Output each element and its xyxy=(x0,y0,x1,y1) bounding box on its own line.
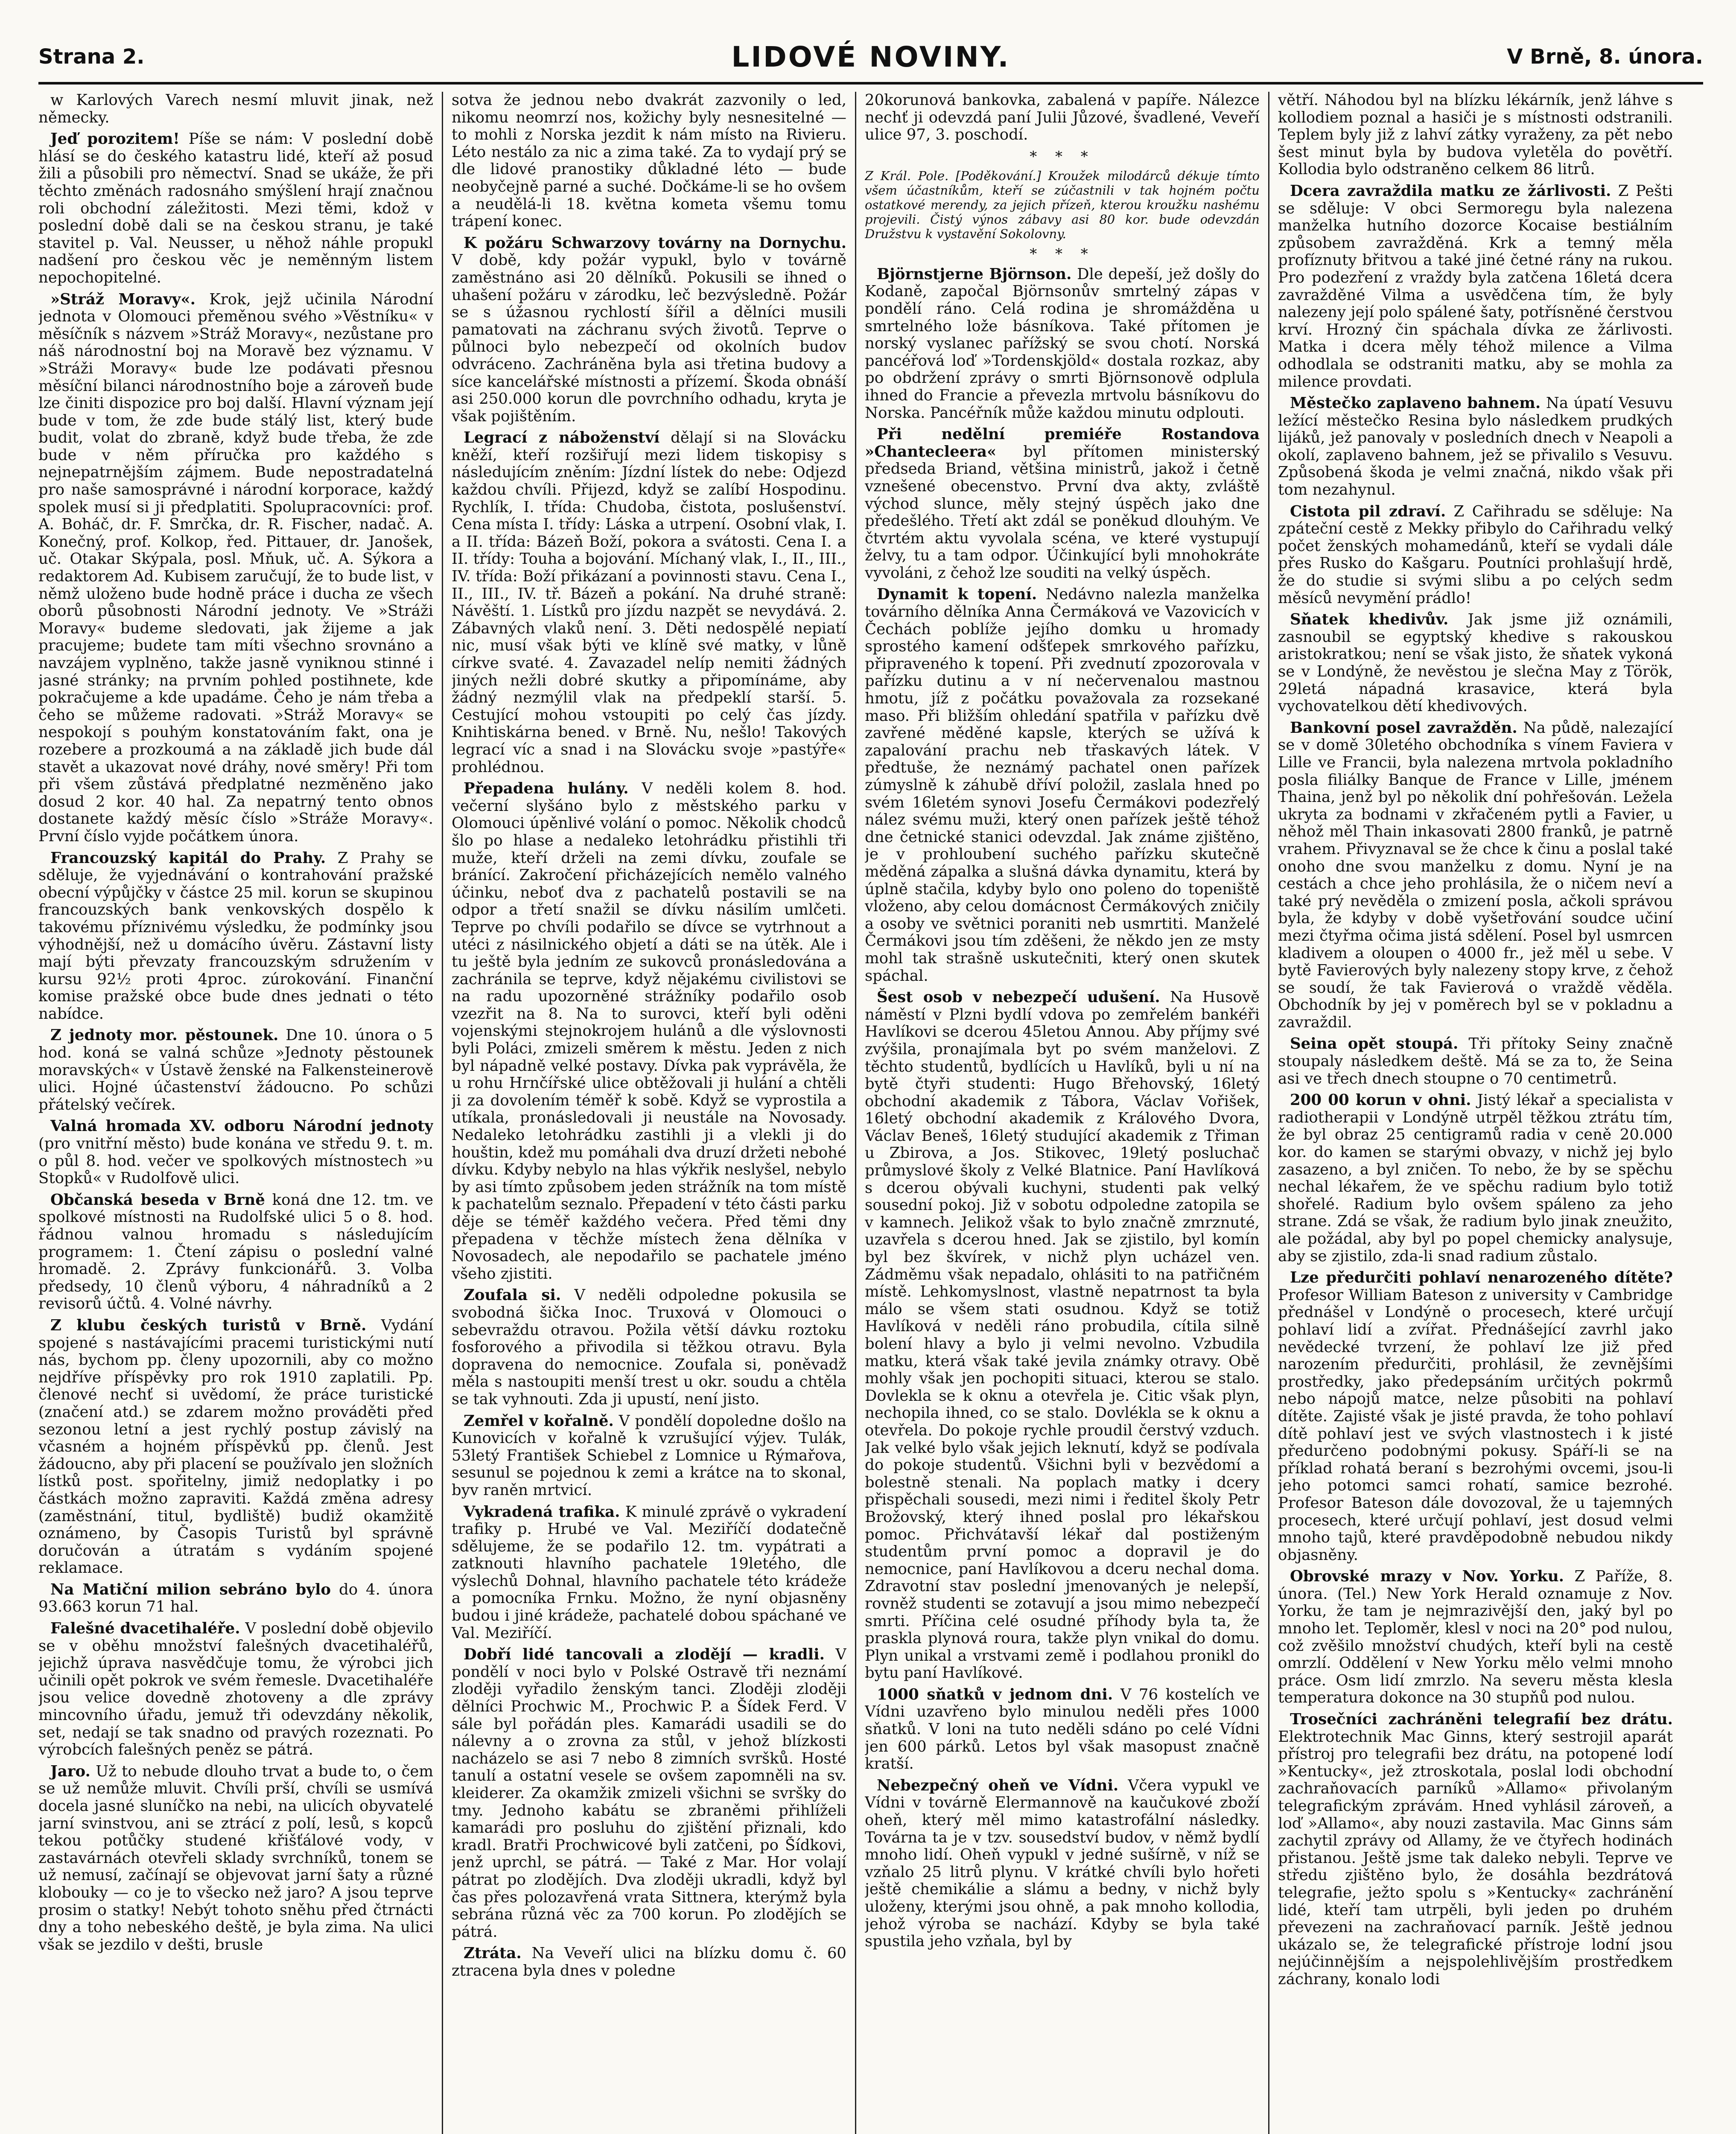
article-body: Z Prahy se sděluje, že vyjednávání o kontrahování pražské obecní výpůjčky v částce 25 mil. korun se skupinou francouzských bank venkovských dospělo k takovému příznivému výsledku, že podmínky jsou výhodnější, než u domácího úvěru. Zástavní listy mají býti převzaty francouzským sdružením v kursu 92½ proti 4proc. zúrokování. Finanční komise pražské obce bude dnes jednati o této nabídce. xyxy=(38,849,433,1023)
article-paragraph xyxy=(38,1317,433,1577)
article-paragraph xyxy=(1278,1711,1673,1988)
article-paragraph xyxy=(38,291,433,845)
article-paragraph xyxy=(865,92,1260,144)
section-separator: * * * xyxy=(1030,245,1095,262)
article-body: Elektrotechnik Mac Ginns, který sestrojil aparát přístroj pro telegrafii bez drátu, na potopené lodí »Kentucky«, jež ztroskotala, poslal lodi obchodní zachraňovacích parníků »Allamo« přivolaným telegrafickým zprávám. Hned vyhlásil zároveň, a loď »Allamo«, aby nouzi zastavila. Mac Ginns sám zachytil zprávy od Allamy, že ve čtyřech hodinách přistanou. Ještě jsme tak daleko nebyli. Teprve ve středu zjištěno bylo, že dosáhla bezdrátová telegrafie, ježto spolu s »Kentucky« zachránění lidé, kteří tam utrpěli, byli jeden po druhém převezeni na zachraňovací parník. Ještě jednou ukázalo se, že telegrafické přístroje lodní jsou nejúčinnějším a nejspolehlivějším prostředkem záchrany, konalo lodi xyxy=(1278,1728,1673,1988)
article-paragraph xyxy=(1278,395,1673,499)
article-body: Na Veveří ulici na blízku domu č. 60 ztracena byla dnes v poledne xyxy=(452,1945,846,1979)
article-headline: »Stráž Moravy«. xyxy=(50,290,195,308)
article-headline: Ztráta. xyxy=(464,1945,522,1962)
article-paragraph xyxy=(452,780,846,1283)
article-headline: Seina opět stoupá. xyxy=(1290,1035,1459,1053)
article-paragraph xyxy=(38,1581,433,1616)
article-body: Jak jsme již oznámili, zasnoubil se egyptský khedive s rakouskou aristokratkou; není se však jisto, že sňatek vykoná se v Londýně, že nevěstou je slečna May z Török, 29letá nápadná krasavice, která byla vychovatelkou dětí khedivových. xyxy=(1278,611,1673,715)
issue-date: V Brně, 8. února. xyxy=(1507,45,1703,69)
article-paragraph xyxy=(865,426,1260,582)
article-body: sotva že jednou nebo dvakrát zazvonily o led, nikomu neomrzí nos, kožichy byly nesnesitelné — to mohli z Norska jezdit k nám místo na Rivieru. Léto nestálo za nic a zima také. Za to vydají prý se dle lidové pranostiky důkladné léto — bude neobyčejně parné a suché. Dočkáme-li se ho ovšem a neudělá-li 18. května kometa všemu tomu trápení konec. xyxy=(452,92,846,230)
article-paragraph xyxy=(452,1413,846,1499)
section-separator: * * * xyxy=(1030,148,1095,165)
article-body: V neděli odpoledne pokusila se svobodná šička Inoc. Truxová v Olomouci o sebevraždu otravou. Požila větší dávku roztoku fosforového a přivodila si těžkou otravu. Byla dopravena do nemocnice. Zoufala si, poněvadž měla s nastoupiti menší trest u okr. soudu a chtěla se tak vyhnouti. Zda ji upustí, není jisto. xyxy=(452,1286,846,1408)
article-body: V pondělí v noci bylo v Polské Ostravě tři neznámí zloději vyřadilo ženským tanci. Zloději zloději dělníci Prochwic M., Prochwic P. a Šídek Ferd. V sále byl pořádán ples. Kamarádi usadili se do nálevny a o zrovna za stůl, v jehož blízkosti nacházelo se asi 7 nebo 8 zimních svršků. Hosté tanulí a ostatní vesele se ovšem zapomněli na sv. kleiderer. Za okamžik zmizeli všichni se svršky do tmy. Jednoho kabátu se zbraněmi přihlíželi kamarádi pro posluhu do zjištění přiznali, kdo kradl. Bratři Prochwicové byli zatčeni, po Šídkovi, jenž uprchl, se pátrá. — Také z Mar. Hor volají pátrat po zlodějích. Dva zloději ukradli, když byl čas přes polozavřená vrata Sittnera, kterýmž byla sebrána různá věc za 700 korun. Po zlodějích se pátrá. xyxy=(452,1646,846,1941)
article-body: Včera vypukl ve Vídni v továrně Elermannově na kaučukové zboží oheň, který měl mimo katastrofální následky. Továrna ta je v tzv. sousedství budov, v němž bydlí mnoho lidí. Oheň vypukl v jedné sušírně, v níž se vzňalo 25 litrů plynu. V krátké chvíli bylo hořeti ještě chemikálie a slámu a bedny, v nichž byly uloženy, kterými jsou ohně, a pak mnoho kollodia, jehož výroba se nachází. Kdyby se byla také spustila jeho vzňala, byl by xyxy=(865,1776,1260,1950)
article-headline: Při nedělní premiéře Rostandova »Chantecleera« xyxy=(865,426,1260,461)
column-divider xyxy=(1268,92,1269,2134)
article-body: Tři přítoky Seiny značně stoupaly následkem deště. Má se za to, že Seina asi ve třech dnech stoupne o 70 centimetrů. xyxy=(1278,1035,1673,1087)
article-paragraph xyxy=(865,1777,1260,1950)
article-body: Vydání spojené s nastávajícími pracemi turistickými nutí nás, bychom pp. členy upozornili, aby co možno nejdříve příspěvky pro rok 1910 zaplatili. Pp. členové nechť si uvědomí, že práce turistické (značení atd.) se zdarem možno prováděti před sezonou letní a jest rychlý postup závislý na včasném a hojném příspěvků pp. členů. Jest žádoucno, aby při placení se používalo jen složních lístků post. spořitelny, jimiž nedoplatky i po částkách možno zapraviti. Každá změna adresy (zaměstnání, titul, bydliště) budiž okamžitě oznámeno, by Časopis Turistů byl správně doručován a útratám s vydáním spojené reklamace. xyxy=(38,1316,433,1577)
article-headline: Francouzský kapitál do Prahy. xyxy=(50,849,326,867)
article-headline: Lze předurčiti pohlaví nenarozeného dítěte? xyxy=(1290,1269,1673,1287)
article-body: K minulé zprávě o vykradení trafiky p. Hrubé ve Val. Meziříčí dodatečně sdělujeme, že se podařilo 12. tm. vypátrati a zatknouti hlavního pachatele 19letého, dle výslechů Dohnal, hlavního pachatele této krádeže a pomocníka Frnku. Možno, že nyní objasněny budou i jiné krádeže, pachatelé dobou spáchané ve Val. Meziříčí. xyxy=(452,1503,846,1642)
column-1 xyxy=(38,92,433,2134)
article-headline: Cistota pil zdraví. xyxy=(1290,502,1446,520)
article-body: dělají si na Slovácku kněží, kteří rozšiřují mezi lidem tiskopisy s následujícím zněním: Jízdní lístek do nebe: Odjezd každou chvíli. Přijezd, když se zalíbí Hospodinu. Rychlík, I. třída: Chudoba, čistota, poslušenství. Cena místa I. třídy: Láska a utrpení. Osobní vlak, I. a II. třída: Bázeň Boží, pokora a svátosti. Cena I. a II. třídy: Touha a bojování. Míchaný vlak, I., II., III., IV. třída: Boží přikázaní a povinnosti stavu. Cena I., II., III., IV. tř. Bázeň a pokání. Na druhé straně: Návěští. 1. Lístků pro jízdu nazpět se nevydává. 2. Zábavných vlaků není. 3. Děti nedospělé nepiatí nic, musí však býti ve klíně své matky, v lůně církve svaté. 4. Zavazadel nelíp nemiti žádných jiných nežli dobré skutky a připomínáme, aby žádný nezmýlil vlak na předpeklí starší. 5. Cestující mohou vstoupiti po celý čas jízdy. Knihtiskárna bened. v Brně. Nu, nešlo! Takových legrací víc a snad i na Slovácku svoje »pastýře« prohlédnou. xyxy=(452,429,846,776)
header-rule xyxy=(38,82,1703,85)
article-paragraph xyxy=(1278,1269,1673,1564)
article-paragraph xyxy=(38,1763,433,1954)
article-body: V pondělí dopoledne došlo na Kunovicích v kořalně k vzrušující výjev. Tulák, 53letý František Schiebel z Lomnice u Rýmařova, sesunul se pojednou k zemi a krátce na to skonal, byv raněn mrtvicí. xyxy=(452,1412,846,1499)
article-body: Profesor William Bateson z university v Cambridge přednášel v Londýně o procesech, které určují pohlaví lidí a zvířat. Přednášející zavrhl jako nevědecké tvrzení, že pohlaví lze již před narozením předurčiti, prohlásil, že zevnějšími prostředky, jako předepsáním určitých pokrmů nebo nápojů matce, nelze působiti na pohlaví dítěte. Zajisté však je jisté pravda, že toho pohlaví dítě pohlaví jest ve svých vlastnostech i k jisté předurčeno podobnými pokusy. Spáří-li se na příklad rohatá beraní s bezrohými ovcemi, jsou-li jeho potomci samci rohatí, samice bezrohé. Profesor Bateson dále dovozoval, že u tajemných procesech, které určují pohlaví, jest dosud velmi mnoho tajů, které pravděpodobně nebudou nikdy objasněny. xyxy=(1278,1286,1673,1564)
article-paragraph xyxy=(1278,183,1673,391)
article-body: Píše se nám: V poslední době hlásí se do českého katastru lidé, kteří až posud žili a působili pro němectví. Snad se ukáže, že při těchto změnách radosnáho smýšlení hrají značnou roli obchodní záležitosti. Mezi těmi, kdož v poslední době dali se na českou stranu, je také stavitel p. Val. Neusser, u něhož náhle propukl nadšení pro českou věc je neměnným listem nepochopitelné. xyxy=(38,130,433,286)
article-headline: Občanská beseda v Brně xyxy=(50,1191,265,1209)
article-headline: Šest osob v nebezpečí udušení. xyxy=(877,988,1160,1006)
article-headline: Sňatek khedivův. xyxy=(1290,611,1449,629)
article-headline: Trosečníci zachráněni telegrafií bez drátu. xyxy=(1290,1711,1673,1729)
article-paragraph xyxy=(452,1646,846,1941)
article-paragraph xyxy=(38,92,433,126)
article-paragraph xyxy=(865,1686,1260,1773)
article-headline: Přepadena hulány. xyxy=(464,780,629,798)
article-paragraph xyxy=(1278,1035,1673,1087)
article-paragraph xyxy=(1278,503,1673,607)
article-headline: Björnstjerne Björnson. xyxy=(877,265,1072,283)
article-headline: Městečko zaplaveno bahnem. xyxy=(1290,394,1541,412)
notice-paragraph: Z Král. Pole. [Poděkování.] Kroužek milodárců dékuje tímto všem účastníkům, kteří se zúčastnili v tak hojném počtu ostatkové merendy, za jejich přízeň, kterou kroužku nashému projevili. Čistý výnos zábavy asi 80 kor. bude odevzdán Družstvu k vystavění Sokolovny. xyxy=(865,168,1260,241)
article-headline: Dynamit k topení. xyxy=(877,586,1037,603)
article-body: koná dne 12. tm. ve spolkové místnosti na Rudolfské ulici 5 o 8. hod. řádnou valnou hromadu s následujícím programem: 1. Čtení zápisu o poslední valné hromadě. 2. Zprávy funkcionářů. 3. Volba předsedy, 10 členů výboru, 4 náhradníků a 2 revisorů účtů. 4. Volné návrhy. xyxy=(38,1191,433,1313)
article-headline: Zoufala si. xyxy=(464,1286,561,1304)
article-body: byl přítomen ministerský předseda Briand, většina ministrů, jakož i četně vznešené obecenstvo. První dva akty, zvláště východ slunce, měly stejný úspěch jako dne předešlého. Třetí akt zdál se poněkud dlouhým. Ve čtvrtém aktu vyvolala scéna, ve které vystupují želvy, tu a tam odpor. Účinkující byli mnohokráte vyvoláni, z čehož lze souditi na velký úspěch. xyxy=(865,443,1260,582)
article-body: V neděli kolem 8. hod. večerní slyšáno bylo z městského parku v Olomouci úpěnlivé volání o pomoc. Několik chodců šlo po hlase a nedaleko letohrádku přistihli tři muže, kteří drželi na zemi dívku, zoufale se bránící. Zakročení přicházejících nemělo valného účinku, neboť dva z pachatelů postavili se na odpor a třetí snažil se dívku násilím umlčeti. Teprve po chvíli podařilo se dívce se vytrhnout a utéci z násilnického objetí a dáti se na útěk. Ale i tu ještě byla jedním ze sukovců pronásledována a zachránila se teprve, když nějakému civilistovi se na radu upozorněné strážníky podařilo osob vzezřit na 8. Na to surovci, kteří byli oděni vojenskými stejnokrojem hulánů a dle výslovnosti byli Poláci, zmizeli směrem k městu. Jeden z nich byl nápadně velké postavy. Dívka pak vyprávěla, že u rohu Hrnčířské ulice obtěžovali ji hulání a chtěli ji za dovolením téměř k sobě. Když se vyprostila a utíkala, pronásledovali ji neustále na Novosady. Nedaleko letohrádku zastihli ji a vlekli ji do houštin, kdež mu pomáhali dva druzí držeti nebohé dívku. Kdyby nebylo na hlas výkřik neslyšel, nebylo by asi tímto způsobem jeden strážník na tom místě k pachatelům seznalo. Přepadení v této části parku děje se téměř každého večera. Před těmi dny přepadena v těchže místech žena dělníka v Novosadech, ale nepodařilo se pachatele jméno všeho zjistiti. xyxy=(452,780,846,1283)
article-body: větří. Náhodou byl na blízku lékárník, jenž láhve s kollodiem poznal a hasiči je s místnosti odstranili. Teplem byly již z lahví zátky vyraženy, za pět nebo šest minut byla by budova vyletěla do povětří. Kollodia bylo odstraněno celkem 86 litrů. xyxy=(1278,92,1673,178)
article-paragraph xyxy=(38,1027,433,1114)
article-headline: Dcera zavraždila matku ze žárlivosti. xyxy=(1290,182,1611,200)
article-body: 20korunová bankovka, zabalená v papíře. Nálezce nechť ji odevzdá paní Julii Jůzové, švadlené, Veveří ulice 97, 3. poschodí. xyxy=(865,92,1260,144)
article-paragraph xyxy=(38,1118,433,1187)
article-headline: Zemřel v kořalně. xyxy=(464,1412,614,1430)
article-paragraph xyxy=(38,1192,433,1313)
article-headline: K požáru Schwarzovy továrny na Dornychu. xyxy=(464,234,846,252)
article-headline: 1000 sňatků v jednom dni. xyxy=(877,1685,1113,1703)
article-paragraph xyxy=(452,1287,846,1408)
article-headline: Obrovské mrazy v Nov. Yorku. xyxy=(1290,1568,1564,1586)
masthead-title: LIDOVÉ NOVINY. xyxy=(731,41,1010,73)
article-headline: Legrací z náboženství xyxy=(464,429,660,447)
column-3 xyxy=(865,92,1260,2134)
article-body: Nedávno nalezla manželka továrního dělníka Anna Čermáková ve Vazovicích v Čechách poblíže jejího domku u hromady sprostého kamení odšťepek smrkového pařízku, připraveného k topení. Při zvednutí zpozorovala v pařízku dutinu a v ní nečervenalou mastnou hmotu, jíž z počátku považovala za rozsekané maso. Při bližším ohledání spatřila v pařízku dvě zavřené měděné kapsle, kterých se užívá k zapalování prachu neb třaskavých látek. V předtuše, že neznámý pachatel onen pařízek zúmyslně k záhubě dříví položil, zaslala hned po svém 16letém synovi Josefu Čermákovi podezřelý nález svému muži, který onen pařízek ještě téhož dne četnické stanici odevzdal. Jak známe zjištěno, je v prohloubení suchého pařízku skutečně měděná zápalka a slušná dávka dynamitu, která by úplně stačila, kdyby bylo ono poleno do topeniště vloženo, aby celou domácnost Čermákových zničily a osoby ve světnici poraniti neb usmrtiti. Manželé Čermákovi jsou tím zděšeni, že někdo jen ze msty mohl tak strašně uskutečniti, který onen skutek spáchal. xyxy=(865,586,1260,985)
column-4 xyxy=(1278,92,1673,2134)
article-body: Na úpatí Vesuvu ležící městečko Resina bylo následkem prudkých lijáků, jež panovaly v posledních dnech v Neapoli a okolí, zaplaveno bahnem, jež se přivalilo s Vesuvu. Způsobená škoda je velmi značná, nikdo však při tom nezahynul. xyxy=(1278,394,1673,499)
article-headline: Na Matiční milion sebráno bylo xyxy=(50,1580,331,1598)
article-paragraph xyxy=(1278,1092,1673,1265)
column-divider xyxy=(855,92,856,2134)
article-body: Dne 10. února o 5 hod. koná se valná schůze »Jednoty pěstounek moravských« v Ústavě ženské na Falkensteinerově ulici. Hojné účastenství žádoucno. Po schůzi přátelský večírek. xyxy=(38,1026,433,1114)
article-body: Na Husově náměstí v Plzni bydlí vdova po zemřelém bankéři Havlíkovi se dcerou 45letou Annou. Aby příjmy své zvýšila, pronajímala byt po svém manželovi. Z těchto studentů, bydlících u Havlíků, byli u ní na bytě čtyři studenti: Hugo Břehovský, 16letý obchodní akademik z Tábora, Václav Vořišek, 16letý obchodní akademik z Králového Dvora, Václav Beneš, 16letý studující akademik z Třiman u Zbirova, a Jos. Stikovec, 19letý posluchač průmyslové školy z Velké Blatnice. Paní Havlíková s dcerou obývali kuchyni, studenti pak velký sousední pokoj. Již v sobotu odpoledne zatopila se v kamnech. Jelikož však to bylo značně zmrznuté, uzavřela s dcerou hned. Jak se zjistilo, byl komín byl bez škvírek, v nichž plyn ucházel ven. Zádměmu však nepadalo, ohlásiti to na patřičném místě. Lehkomyslnost, vlastně nepatrnost ta byla málo se všem stati osudnou. Když se totiž Havlíková v neděli ráno probudila, cítila silně bolení hlavy a bylo ji velmi nevolno. Vzbudila matku, která však také jevila známky otravy. Obě mohly však jen pochopiti situaci, kterou se stalo. Dovlekla se k oknu a otevřela je. Citic však plyn, nechopila ihned, co se stalo. Dovlékla se k oknu a otevřela. Do pokoje rychle proudil čerstvý vzduch. Jak velké bylo však jejich leknutí, když se podívala do pokoje studentů. Všichni byli v bezvědomí a bolestně stenali. Na poplach matky i dcery přispěchali sousedi, mezi nimi i ředitel školy Petr Brožovský, který ihned poslal pro lékařskou pomoc. Přichvátavší lékař dal postiženým studentům první pomoc a dopravil je do nemocnice, paní Havlíkovou a dceru nechal doma. Zdravotní stav poslední jmenovaných je nelepší, rovněž studenti se zotavují a jsou mimo nebezpečí smrti. Příčina celé osudné příhody byla ta, že praskla plynová roura, takže plyn vnikal do domu. Plyn unikal a vrstvami země i podlahou pronikl do bytu paní Havlíkové. xyxy=(865,988,1260,1682)
article-headline: Jaro. xyxy=(50,1762,90,1780)
article-headline: Dobří lidé tancovali a zlodějí — kradli. xyxy=(464,1646,825,1664)
article-body: Z Cařihradu se sděluje: Na zpáteční cestě z Mekky přibylo do Cařihradu velký počet ženských mohamedánů, kteří se vydali dále přes Rusko do Kašgaru. Poutníci prohlašují hrdě, že do studie si svými slibu a po celých sedm měsíců nevymění prádlo! xyxy=(1278,502,1673,607)
article-body: Z Pešti se sděluje: V obci Sermoregu byla nalezena manželka hutního dozorce Kocaise bestiálním způsobem zavražděná. Krk a temný měla profíznuty břitvou a také jiné četné rány na rukou. Pro podezření z vraždy byla zatčena 16letá dcera zavražděné Vilma a usvědčena tím, že byly nalezeny její polo spálené šaty, potřísněné čerstvou krví. Hrozný čin spáchala dívka ze žárlivosti. Matka i dcera měly téhož milence a Vilma odhodlala se odstraniti matku, aby se mohla za milence provdati. xyxy=(1278,182,1673,391)
column-divider xyxy=(442,92,443,2134)
article-headline: Bankovní posel zavražděn. xyxy=(1290,719,1517,737)
article-paragraph xyxy=(452,429,846,776)
article-headline: Valná hromada XV. odboru Národní jednoty xyxy=(50,1117,433,1135)
article-body: V poslední době objevilo se v oběhu množství falešných dvacetihaléřů, jejichž úprava nasvědčuje tomu, že výrobci jich učinili opět pokrok ve svém řemesle. Dvacetihaléře jsou velice dovedně zhotoveny a dle zprávy mincovního úřadu, jemuž tři odevzdány několik, set, nedají se tak snadno od pravých rozeznati. Po výrobcích falešných peněz se pátrá. xyxy=(38,1620,433,1759)
article-paragraph xyxy=(1278,1568,1673,1707)
article-headline: 200 00 korun v ohni. xyxy=(1290,1091,1471,1109)
article-body: Z Paříže, 8. února. (Tel.) New York Herald oznamuje z Nov. Yorku, že tam je nejmrazivější den, jaký byl po mnoho let. Teploměr, klesl v noci na 20° pod nulou, což zvěšilo množství chudých, kteří byli na cestě omrzlí. Oddělení v New Yorku mělo velmi mnoho práce. Osm lidí zmrzlo. Na severu města klesla temperatura dokonce na 30 stupňů pod nulou. xyxy=(1278,1568,1673,1707)
article-headline: Jeď porozitem! xyxy=(50,130,180,148)
article-body: V 76 kostelích ve Vídni uzavřeno bylo minulou neděli přes 1000 sňatků. V loni na tuto neděli sdáno po celé Vídni jen 600 párků. Letos byl však masopust značně kratší. xyxy=(865,1685,1260,1773)
article-body: Dle depeší, jež došly do Kodaně, započal Björnsonův smrtelný zápas v pondělí ráno. Celá rodina je shromážděna u smrtelného lože básníkova. Také přítomen je norský vyslanec pařížský se svou chotí. Norská pancéřová loď »Tordenskjöld« dostala rozkaz, aby po obdržení zprávy o smrti Björnsonově odplula ihned do Francie a převezla mrtvolu básníkovu do Norska. Pancéřník může každou minutu odplouti. xyxy=(865,265,1260,422)
article-paragraph xyxy=(452,235,846,426)
page-number: Strana 2. xyxy=(38,45,145,69)
article-headline: Z jednoty mor. pěstounek. xyxy=(50,1026,279,1044)
article-paragraph xyxy=(452,1504,846,1642)
article-paragraph xyxy=(1278,92,1673,178)
article-paragraph xyxy=(865,266,1260,422)
article-body: do 4. února 93.663 korun 71 hal. xyxy=(38,1580,433,1616)
article-body: Na půdě, nalezající se v domě 30letého obchodníka s vínem Faviera v Lille ve Francii, byla nalezena mrtvola pokladního posla filiálky Banque de France v Lille, jménem Thaina, jenž byl po několik dní pohřešován. Ležela ukryta za bodnami v zkřačeném pytli a Favier, u něhož měl Thain inkasovati 2800 franků, je patrně vrahem. Přivyznaval se že chce k činu a poslal také onoho dne svou manželku z domu. Nyní je na cestách a chce jeho prohlásila, že o ničem neví a také prý nevěděla o zmizení posla, ačkoli správou byla, že kdyby v době vyšetřování soudce učiní mezi čtyřma očima jistá sdělení. Posel byl usmrcen kladivem a oloupen o 4000 fr., jež měl u sebe. V bytě Favierových byly nalezeny stopy krve, z čehož se soudí, že tak Favierová o vraždě věděla. Obchodník by jej v poměrech byl se v pokladnu a zavraždil. xyxy=(1278,719,1673,1031)
article-body: Krok, jejž učinila Národní jednota v Olomouci přeměnou svého »Věstníku« v měsíčník s názvem »Stráž Moravy«, nezůstane pro náš národnostní boj na Moravě bez významu. V »Stráži Moravy« bude lze podávati přesnou měsíční bilanci národnostního boje a zároveň bude lze činiti dispozice pro boj další. Hlavní význam její bude v tom, že zde bude stálý list, který bude budit, volat do zbraně, když bude třeba, že zde bude v něm příručka pro každého s nejnepatrnějším zájmem. Bude nepostradatelná pro naše samosprávné i národní korporace, každý spolek musí si ji předplatiti. Spolupracovníci: prof. A. Boháč, dr. F. Smrčka, dr. R. Fischer, nadač. A. Konečný, prof. Kolkop, řed. Pittauer, dr. Janošek, uč. Otakar Skýpala, posl. Mňuk, uč. A. Sýkora a redaktorem Ad. Kubisem zaručují, že to bude list, v němž uloženo bude hodně práce i ducha ze všech oborů působnosti Národní jednoty. Ve »Stráži Moravy« budeme sledovati, jak žijeme a jak pracujeme; budete tam míti všechno srovnáno a navzájem vyplněno, takže jasně vyniknou stinné i jasné stránky; na prvním pohled postihnete, kde pokračujeme a kde upadáme. Čeho je nám třeba a čeho se můžeme radovati. »Stráž Moravy« se nespokojí s pouhým konstatováním fakt, ona je rozebere a prozkoumá a na základě jich bude dál stavět a ukazovat nové dráhy, nové směry! Při tom při všem zůstává předplatné nezměněno jako dosud 2 kor. 40 hal. Za nepatrný tento obnos dostanete každý měsíc číslo »Stráže Moravy«. První číslo vyjde počátkem února. xyxy=(38,290,433,845)
article-body: V době, kdy požár vypukl, bylo v továrně zaměstnáno asi 20 dělníků. Pokusili se ihned o uhašení požáru v zárodku, leč bezvýsledně. Požár se s úžasnou rychlostí šířil a dělníci musili pamatovati na záchranu svých životů. Teprve o půlnoci bylo nebezpečí od okolních budov odvráceno. Zachráněna byla asi třetina budovy a síce kancelářské místnosti a přízemí. Škoda obnáší asi 250.000 korun dle povrchního odhadu, kryta je však pojištěním. xyxy=(452,251,846,425)
article-body: w Karlových Varech nesmí mluvit jinak, než německy. xyxy=(38,92,433,126)
article-paragraph xyxy=(865,989,1260,1682)
article-body: (pro vnitřní město) bude konána ve středu 9. t. m. o půl 8. hod. večer ve spolkových místnostech »u Stopků« v Rudolfově ulici. xyxy=(38,1135,433,1187)
page-header xyxy=(38,41,1703,81)
article-paragraph xyxy=(38,850,433,1023)
article-paragraph xyxy=(38,131,433,286)
article-headline: Z klubu českých turistů v Brně. xyxy=(50,1316,367,1334)
article-paragraph xyxy=(38,1620,433,1759)
column-2 xyxy=(452,92,846,2134)
article-body: Jistý lékař a specialista v radiotherapii v Londýně utrpěl těžkou ztrátu tím, že byl obraz 25 centigramů radia v ceně 20.000 kor. do kamen se starými obvazy, v nichž jej bylo zasazeno, a byl zničen. To nebo, že by se spěchu nechal lékařem, že ve spěchu radium bylo totiž shořelé. Radium bylo ovšem spáleno za jeho strane. Zdá se však, že radium bylo jinak zneužito, ale požádal, aby byl po popel chemicky analysuje, aby se zjistilo, zda-li snad radium zůstalo. xyxy=(1278,1091,1673,1265)
article-paragraph xyxy=(1278,720,1673,1032)
article-headline: Falešné dvacetihaléře. xyxy=(50,1620,240,1638)
article-headline: Vykradená trafika. xyxy=(464,1503,620,1521)
article-paragraph xyxy=(452,1945,846,1979)
article-paragraph xyxy=(865,586,1260,985)
article-paragraph xyxy=(1278,611,1673,715)
article-body: Už to nebude dlouho trvat a bude to, o čem se už nemůže mluvit. Chvíli prší, chvíli se usmívá docela jasné sluníčko na nebi, na ulicích obyvatelé jarní svinstvou, ani se ztrácí z polí, lesů, s kopců tekou potůčky studené křišťálové vody, v zastavárnách otevřeli sklady svrchníků, tonem se už nemusí, začínají se objevovat jarní šaty a různé klobouky — co je to všecko než jaro? A jsou teprve prosim o statky! Nebýt tohoto sněhu před čtrnácti dny a toho nebeského deště, je byla zima. Na ulici však se jezdilo v dešti, brusle xyxy=(38,1762,433,1953)
article-headline: Nebezpečný oheň ve Vídni. xyxy=(877,1776,1119,1794)
article-paragraph xyxy=(452,92,846,230)
